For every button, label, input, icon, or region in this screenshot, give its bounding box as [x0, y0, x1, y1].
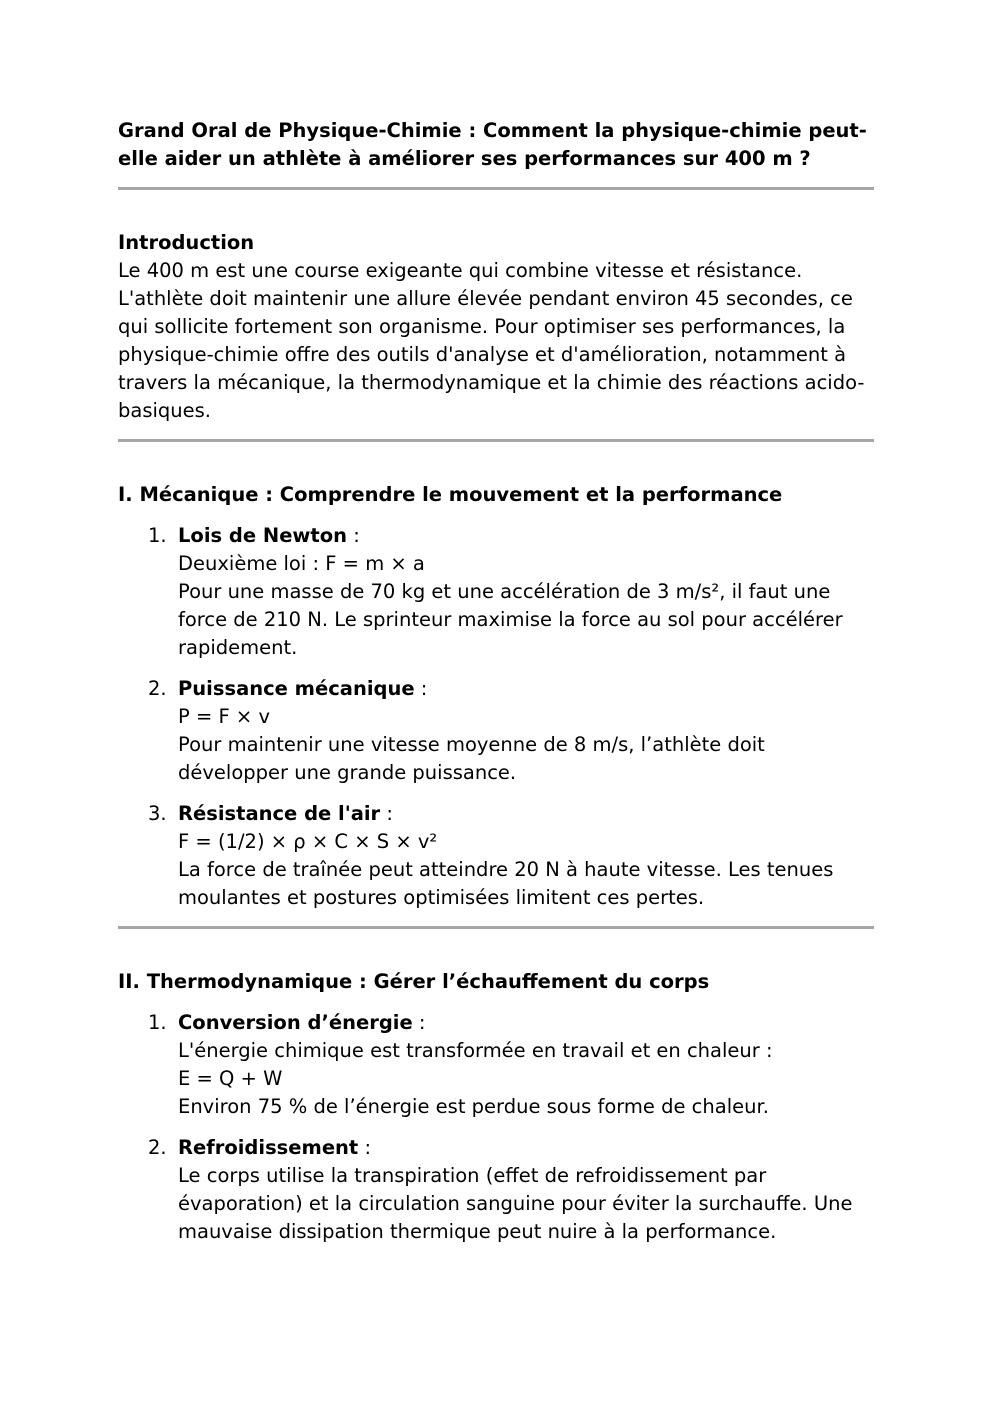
list-item — [118, 1134, 874, 1246]
item-title: Lois de Newton — [178, 524, 348, 547]
item-separator: : — [380, 802, 393, 825]
item-formula: P = F × v — [178, 705, 270, 728]
item-number: 1. — [148, 524, 167, 547]
divider — [118, 187, 874, 190]
list-item — [118, 1009, 874, 1121]
item-text: Le corps utilise la transpiration (effet de refroidissement par évaporation) et la circulation sanguine pour éviter la surchauffe. Une mauvaise dissipation thermique peut nuire à la performance. — [178, 1164, 853, 1243]
item-text: La force de traînée peut atteindre 20 N à haute vitesse. Les tenues moulantes et postures optimisées limitent ces pertes. — [178, 858, 834, 909]
document-title: Grand Oral de Physique-Chimie : Comment la physique-chimie peut-elle aider un athlète à améliorer ses performances sur 400 m ? — [118, 119, 867, 170]
item-text: Pour maintenir une vitesse moyenne de 8 m/s, l’athlète doit développer une grande puissance. — [178, 733, 765, 784]
divider — [118, 439, 874, 442]
list-item — [118, 522, 874, 662]
item-title: Refroidissement — [178, 1136, 359, 1159]
thermodynamics-list — [118, 1009, 874, 1246]
item-number: 1. — [148, 1011, 167, 1034]
document-page — [118, 117, 874, 1246]
mechanics-list — [118, 522, 874, 912]
divider — [118, 926, 874, 929]
introduction-heading: Introduction — [118, 231, 255, 254]
item-title: Conversion d’énergie — [178, 1011, 413, 1034]
item-separator: : — [347, 524, 360, 547]
item-formula: Deuxième loi : F = m × a — [178, 552, 425, 575]
list-item — [118, 800, 874, 912]
item-separator: : — [414, 677, 428, 700]
introduction-section — [118, 229, 874, 425]
item-number: 2. — [148, 677, 167, 700]
item-title: Puissance mécanique — [178, 677, 415, 700]
mechanics-heading: I. Mécanique : Comprendre le mouvement et la performance — [118, 483, 783, 506]
thermodynamics-heading: II. Thermodynamique : Gérer l’échauffement du corps — [118, 970, 710, 993]
item-formula: E = Q + W — [178, 1067, 283, 1090]
item-formula: F = (1/2) × ρ × C × S × v² — [178, 830, 438, 853]
item-intro: L'énergie chimique est transformée en travail et en chaleur : — [178, 1039, 773, 1062]
item-title: Résistance de l'air — [178, 802, 381, 825]
item-text: Environ 75 % de l’énergie est perdue sous forme de chaleur. — [178, 1095, 769, 1118]
introduction-text: Le 400 m est une course exigeante qui combine vitesse et résistance. L'athlète doit maintenir une allure élevée pendant environ 45 secondes, ce qui sollicite fortement son organisme. Pour optimiser ses performances, la physique-chimie offre des outils d'analyse et d'amélioration, notamment à travers la mécanique, la thermodynamique et la chimie des réactions acido-basiques. — [118, 259, 865, 422]
thermodynamics-section — [118, 968, 874, 1246]
item-number: 3. — [148, 802, 167, 825]
item-text: Pour une masse de 70 kg et une accélération de 3 m/s², il faut une force de 210 N. Le sprinteur maximise la force au sol pour accélérer rapidement. — [178, 580, 843, 659]
list-item — [118, 675, 874, 787]
mechanics-section — [118, 481, 874, 912]
item-number: 2. — [148, 1136, 167, 1159]
item-separator: : — [358, 1136, 372, 1159]
item-separator: : — [412, 1011, 426, 1034]
